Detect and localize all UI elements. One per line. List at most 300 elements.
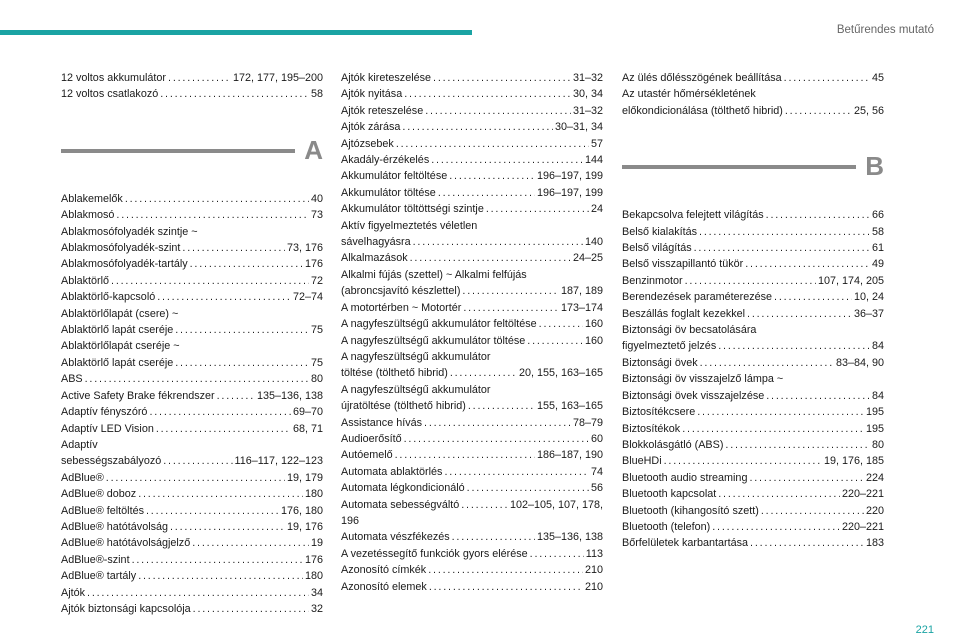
index-entry — [622, 535, 884, 551]
index-entry-line — [341, 316, 603, 332]
dot-leader — [718, 486, 840, 502]
index-entry-term: AdBlue® hatótávolság — [61, 520, 168, 533]
index-entry-line — [341, 250, 603, 266]
index-entry-term: Akkumulátor töltése — [341, 186, 436, 199]
index-entry-line — [341, 447, 603, 463]
index-entry-pages: 84 — [871, 389, 884, 402]
index-entry-line — [341, 86, 603, 102]
index-entry — [622, 240, 884, 256]
index-entry-pages: 135–136, 138 — [256, 389, 323, 402]
index-entry-term: Bluetooth (kihangosító szett) — [622, 504, 759, 517]
index-entry — [622, 437, 884, 453]
index-entry-pages: 195 — [865, 422, 884, 435]
dot-leader — [85, 371, 309, 387]
index-entry — [61, 601, 323, 617]
index-entry-term: Automata vészfékezés — [341, 531, 450, 544]
dot-leader — [149, 404, 291, 420]
dot-leader — [749, 470, 864, 486]
index-entry — [61, 224, 323, 257]
index-entry-term: Akkumulátor feltöltése — [341, 170, 448, 183]
index-entry-term: töltése (tölthető hibrid) — [341, 367, 448, 380]
index-entry-term: Ablaktörlő-kapcsoló — [61, 291, 156, 304]
dot-leader — [428, 562, 583, 578]
index-entry-pages: 155, 163–165 — [536, 400, 603, 413]
index-entry — [61, 519, 323, 535]
index-entry-line — [622, 338, 884, 354]
dot-leader — [450, 365, 517, 381]
dot-leader — [182, 240, 285, 256]
index-entry-lead-line: A nagyfeszültségű akkumulátor — [341, 383, 491, 396]
index-entry-line — [61, 207, 323, 223]
index-entry-pages: 102–105, 107, 178, — [509, 498, 603, 511]
index-column-3 — [622, 70, 884, 552]
index-entry-term: AdBlue® doboz — [61, 488, 137, 501]
index-entry-continuation: 196 — [341, 514, 360, 527]
index-entry-line — [61, 404, 323, 420]
index-entry-pages: 66 — [871, 209, 884, 222]
index-entry-line — [341, 168, 603, 184]
index-entry-pages: 113 — [585, 547, 603, 560]
section-header-b — [622, 149, 884, 201]
index-entry — [622, 355, 884, 371]
index-entry-line — [61, 421, 323, 437]
index-entry-term: Audioerősítő — [341, 432, 402, 445]
index-entry-line — [341, 497, 603, 513]
index-entry-pages: 80 — [310, 373, 323, 386]
index-entry-pages: 32 — [310, 602, 323, 615]
dot-leader — [157, 289, 291, 305]
index-entry-line — [341, 464, 603, 480]
index-entry-pages: 49 — [871, 258, 884, 271]
dot-leader — [402, 119, 553, 135]
index-entry — [341, 562, 603, 578]
index-entry-term: (abroncsjavító készlettel) — [341, 285, 461, 298]
index-entry — [61, 338, 323, 371]
index-entry-pages: 180 — [304, 570, 323, 583]
index-entry — [341, 382, 603, 415]
index-entry-line — [61, 355, 323, 371]
index-entry-line — [341, 136, 603, 152]
index-entry — [341, 185, 603, 201]
group-col1-top — [61, 70, 323, 103]
index-entry-term: Ablaktörlő lapát cseréje — [61, 356, 174, 369]
dot-leader — [747, 306, 852, 322]
index-entry — [61, 273, 323, 289]
dot-leader — [718, 338, 870, 354]
index-entry-pages: 220 — [865, 504, 884, 517]
index-entry-line — [61, 289, 323, 305]
index-entry-line — [341, 103, 603, 119]
index-entry-pages: 40 — [310, 192, 323, 205]
index-entry-line — [341, 119, 603, 135]
index-entry-term: Belső kialakítás — [622, 225, 698, 238]
index-entry-term: Bőrfelületek karbantartása — [622, 537, 749, 550]
dot-leader — [433, 70, 571, 86]
index-entry-pages: 68, 71 — [292, 422, 323, 435]
index-entry-line — [61, 535, 323, 551]
section-letter: A — [304, 134, 323, 165]
dot-leader — [664, 453, 822, 469]
index-entry-lead-line: Biztonsági öv visszajelző lámpa ~ — [622, 373, 784, 386]
index-entry — [341, 464, 603, 480]
dot-leader — [539, 316, 583, 332]
index-entry-line — [622, 519, 884, 535]
index-entry-line — [61, 240, 323, 256]
index-entry-line — [341, 70, 603, 86]
index-entry-term: figyelmeztető jelzés — [622, 340, 717, 353]
index-entry-term: Bluetooth kapcsolat — [622, 488, 717, 501]
dot-leader — [685, 273, 816, 289]
dot-leader — [699, 224, 870, 240]
index-entry — [61, 207, 323, 223]
dot-leader — [410, 250, 571, 266]
index-entry-pages: 160 — [584, 334, 603, 347]
index-entry-term: A motortérben ~ Motortér — [341, 301, 462, 314]
index-entry-term: Akkumulátor töltöttségi szintje — [341, 203, 484, 216]
index-entry-pages: 20, 155, 163–165 — [518, 367, 603, 380]
index-entry-line — [341, 365, 603, 381]
index-entry-pages: 135–136, 138 — [536, 531, 603, 544]
index-entry-pages: 84 — [871, 340, 884, 353]
index-entry — [61, 585, 323, 601]
index-entry-line — [61, 256, 323, 272]
index-entry-pages: 210 — [584, 564, 603, 577]
index-entry-pages: 19, 176, 185 — [823, 455, 884, 468]
index-entry-line — [622, 289, 884, 305]
index-entry-term: Biztosítékcsere — [622, 406, 696, 419]
index-entry-line — [622, 273, 884, 289]
index-entry — [622, 404, 884, 420]
index-entry-pages: 19, 179 — [286, 471, 323, 484]
index-entry-term: Biztonsági övek — [622, 356, 698, 369]
dot-leader — [175, 355, 309, 371]
index-entry-line — [341, 234, 603, 250]
dot-leader — [774, 289, 852, 305]
index-entry-pages: 24–25 — [572, 252, 603, 265]
dot-leader — [486, 201, 589, 217]
index-entry-pages: 31–32 — [572, 104, 603, 117]
index-entry-pages: 30, 34 — [572, 88, 603, 101]
index-entry-term: Berendezések paraméterezése — [622, 291, 773, 304]
index-entry — [622, 86, 884, 119]
dot-leader — [766, 207, 870, 223]
index-entry — [622, 224, 884, 240]
index-entry — [341, 168, 603, 184]
index-entry-term: A vezetéssegítő funkciók gyors elérése — [341, 547, 528, 560]
index-entry-term: Automata sebességváltó — [341, 498, 460, 511]
dot-leader — [111, 273, 309, 289]
index-entry-line — [622, 224, 884, 240]
index-entry-term: 12 voltos csatlakozó — [61, 88, 159, 101]
dot-leader — [463, 300, 559, 316]
index-column-1 — [61, 70, 323, 617]
page-number: 221 — [915, 624, 934, 636]
dot-leader — [725, 437, 870, 453]
index-entry-term: Azonosító címkék — [341, 564, 427, 577]
index-entry-term: sebességszabályozó — [61, 455, 162, 468]
index-entry-line — [622, 388, 884, 404]
index-entry-pages: 72–74 — [292, 291, 323, 304]
index-entry-line — [341, 333, 603, 349]
index-entry-term: Beszállás foglalt kezekkel — [622, 307, 746, 320]
index-entry-pages: 73 — [310, 209, 323, 222]
index-entry-term: BlueHDi — [622, 455, 662, 468]
index-entry — [341, 349, 603, 382]
index-entry-line — [61, 519, 323, 535]
group-col3-top — [622, 70, 884, 119]
index-entry — [61, 306, 323, 339]
index-entry-pages: 45 — [871, 72, 884, 84]
index-entry — [341, 86, 603, 102]
index-entry-lead-line: Az utastér hőmérsékletének — [622, 88, 756, 101]
index-entry-term: Ablakmosófolyadék-szint — [61, 242, 181, 255]
dot-leader — [694, 240, 870, 256]
dot-leader — [462, 283, 559, 299]
index-entry-pages: 176 — [304, 258, 323, 271]
index-entry-line — [622, 470, 884, 486]
index-entry — [61, 191, 323, 207]
index-entry — [341, 579, 603, 595]
dot-leader — [217, 388, 255, 404]
index-entry-term: Automata ablaktörlés — [341, 465, 443, 478]
index-entry — [341, 103, 603, 119]
index-entry-term: Ajtók zárása — [341, 121, 401, 134]
index-entry-line — [61, 568, 323, 584]
index-entry-term: sávelhagyásra — [341, 236, 411, 249]
index-entry-line — [61, 601, 323, 617]
index-entry-term: Biztosítékok — [622, 422, 681, 435]
index-entry — [61, 256, 323, 272]
index-entry-pages: 25, 56 — [853, 104, 884, 117]
index-entry — [341, 70, 603, 86]
index-entry — [341, 218, 603, 251]
index-entry-term: Automata légkondicionáló — [341, 482, 465, 495]
index-entry-pages: 58 — [871, 225, 884, 238]
index-entry-pages: 180 — [304, 488, 323, 501]
index-entry-term: Assistance hívás — [341, 416, 423, 429]
index-entry — [341, 119, 603, 135]
index-entry-pages: 30–31, 34 — [554, 121, 603, 134]
index-entry-pages: 176, 180 — [280, 504, 323, 517]
index-entry-line — [341, 152, 603, 168]
index-entry-term: Active Safety Brake fékrendszer — [61, 389, 215, 402]
index-entry-pages: 36–37 — [853, 307, 884, 320]
dot-leader — [192, 535, 309, 551]
dot-leader — [396, 136, 589, 152]
index-entry-lead-line: Biztonsági öv becsatolására — [622, 324, 757, 337]
index-entry-term: 12 voltos akkumulátor — [61, 72, 167, 84]
index-entry-term: Az ülés dőlésszögének beállítása — [622, 72, 782, 84]
index-entry-term: Ajtók nyitása — [341, 88, 403, 101]
index-entry-pages: 74 — [590, 465, 603, 478]
dot-leader — [467, 480, 589, 496]
index-entry-term: Ablakmosó — [61, 209, 115, 222]
index-entry-pages: 56 — [590, 482, 603, 495]
index-entry-term: Ajtózsebek — [341, 137, 394, 150]
index-entry-line — [61, 371, 323, 387]
index-entry-pages: 72 — [310, 274, 323, 287]
index-entry — [341, 300, 603, 316]
index-entry — [61, 404, 323, 420]
index-entry-pages: 196–197, 199 — [536, 170, 603, 183]
dot-leader — [697, 404, 864, 420]
index-entry — [622, 306, 884, 322]
index-entry — [341, 415, 603, 431]
dot-leader — [170, 519, 285, 535]
header-accent-bar — [0, 30, 472, 35]
index-entry-term: Alkalmazások — [341, 252, 408, 265]
index-entry — [341, 447, 603, 463]
section-header-a — [61, 133, 323, 185]
index-entry-term: Ablakmosófolyadék-tartály — [61, 258, 188, 271]
index-entry-line — [622, 404, 884, 420]
index-entry-term: Adaptív fényszóró — [61, 406, 148, 419]
index-entry — [341, 497, 603, 530]
index-entry-term: Akadály-érzékelés — [341, 154, 430, 167]
index-entry-pages: 160 — [584, 318, 603, 331]
index-entry — [341, 480, 603, 496]
dot-leader — [785, 103, 852, 119]
index-entry-term: AdBlue® — [61, 471, 104, 484]
index-entry-pages: 195 — [865, 406, 884, 419]
index-entry-term: Azonosító elemek — [341, 580, 427, 593]
index-entry-term: AdBlue® feltöltés — [61, 504, 144, 517]
index-entry-pages: 24 — [590, 203, 603, 216]
index-entry — [61, 371, 323, 387]
index-entry-lead-line: Aktív figyelmeztetés véletlen — [341, 219, 478, 232]
index-entry — [622, 503, 884, 519]
dot-leader — [449, 168, 535, 184]
dot-leader — [750, 535, 864, 551]
index-entry — [61, 503, 323, 519]
index-entry-pages: 69–70 — [292, 406, 323, 419]
index-entry-term: Ajtók reteszelése — [341, 104, 424, 117]
index-entry-pages: 116–117, 122–123 — [234, 455, 323, 468]
dot-leader — [160, 86, 309, 102]
index-entry-term: Bekapcsolva felejtett világítás — [622, 209, 764, 222]
index-entry-line — [341, 201, 603, 217]
index-entry — [341, 529, 603, 545]
dot-leader — [138, 568, 303, 584]
index-entry — [622, 470, 884, 486]
index-entry-line — [341, 529, 603, 545]
dot-leader — [745, 256, 870, 272]
index-entry-line — [341, 546, 603, 562]
index-entry-pages: 83–84, 90 — [835, 356, 884, 369]
index-entry-line — [341, 431, 603, 447]
index-entry-line — [622, 355, 884, 371]
index-entry — [61, 535, 323, 551]
dot-leader — [163, 453, 232, 469]
group-col2 — [341, 70, 603, 595]
index-entry — [61, 86, 323, 102]
index-entry-line — [341, 562, 603, 578]
dot-leader — [395, 447, 535, 463]
index-entry-pages: 220–221 — [841, 520, 884, 533]
index-entry — [622, 289, 884, 305]
index-entry-line — [622, 240, 884, 256]
dot-leader — [784, 70, 870, 86]
dot-leader — [175, 322, 309, 338]
index-entry-term: Ablaktörlő lapát cseréje — [61, 324, 174, 337]
index-entry — [61, 568, 323, 584]
index-entry — [622, 322, 884, 355]
index-entry-pages: 144 — [584, 154, 603, 167]
index-entry-pages: 31–32 — [572, 72, 603, 84]
index-entry-pages: 73, 176 — [286, 242, 323, 255]
index-entry-line — [61, 486, 323, 502]
dot-leader — [138, 486, 303, 502]
index-entry — [341, 250, 603, 266]
dot-leader — [431, 152, 583, 168]
index-entry — [61, 70, 323, 86]
index-entry-pages: 75 — [310, 356, 323, 369]
index-entry-term: Biztonsági övek visszajelzése — [622, 389, 765, 402]
index-entry-line — [61, 503, 323, 519]
index-entry — [61, 470, 323, 486]
group-col3-b — [622, 207, 884, 552]
index-entry-term: Blokkolásgátló (ABS) — [622, 438, 724, 451]
dot-leader — [125, 191, 309, 207]
dot-leader — [682, 421, 864, 437]
index-entry — [622, 421, 884, 437]
index-entry-pages: 80 — [871, 438, 884, 451]
index-entry-line — [61, 585, 323, 601]
index-entry-term: A nagyfeszültségű akkumulátor feltöltése — [341, 318, 537, 331]
index-entry-line — [61, 70, 323, 86]
index-entry-pages: 75 — [310, 324, 323, 337]
index-entry-term: Belső visszapillantó tükör — [622, 258, 744, 271]
dot-leader — [452, 529, 535, 545]
dot-leader — [438, 185, 535, 201]
index-entry-line — [61, 453, 323, 469]
index-entry — [341, 267, 603, 300]
index-entry — [622, 70, 884, 86]
index-entry-pages: 196–197, 199 — [536, 186, 603, 199]
dot-leader — [530, 546, 584, 562]
index-entry-lead-line: A nagyfeszültségű akkumulátor — [341, 350, 491, 363]
group-col1-a — [61, 191, 323, 618]
section-rule — [61, 149, 295, 153]
index-entry-line — [341, 480, 603, 496]
index-entry-line — [341, 398, 603, 414]
dot-leader — [106, 470, 285, 486]
index-entry-term: előkondicionálása (tölthető hibrid) — [622, 104, 783, 117]
index-entry-term: Ajtók kireteszelése — [341, 72, 432, 84]
index-entry-pages: 173–174 — [560, 301, 603, 314]
index-entry-line — [61, 273, 323, 289]
index-entry — [341, 333, 603, 349]
index-entry — [61, 552, 323, 568]
index-entry-line — [622, 207, 884, 223]
index-entry-line — [61, 552, 323, 568]
index-entry-line — [622, 535, 884, 551]
index-entry-pages: 19, 176 — [286, 520, 323, 533]
index-entry — [622, 273, 884, 289]
index-entry-line — [622, 437, 884, 453]
index-entry-term: Adaptív LED Vision — [61, 422, 154, 435]
index-entry-term: AdBlue® tartály — [61, 570, 137, 583]
dot-leader — [413, 234, 583, 250]
index-entry-term: újratöltése (tölthető hibrid) — [341, 400, 466, 413]
dot-leader — [404, 431, 589, 447]
index-entry — [622, 519, 884, 535]
index-entry-line — [622, 256, 884, 272]
dot-leader — [116, 207, 309, 223]
dot-leader — [429, 579, 583, 595]
index-entry-term: Ablakemelők — [61, 192, 123, 205]
index-entry — [622, 486, 884, 502]
